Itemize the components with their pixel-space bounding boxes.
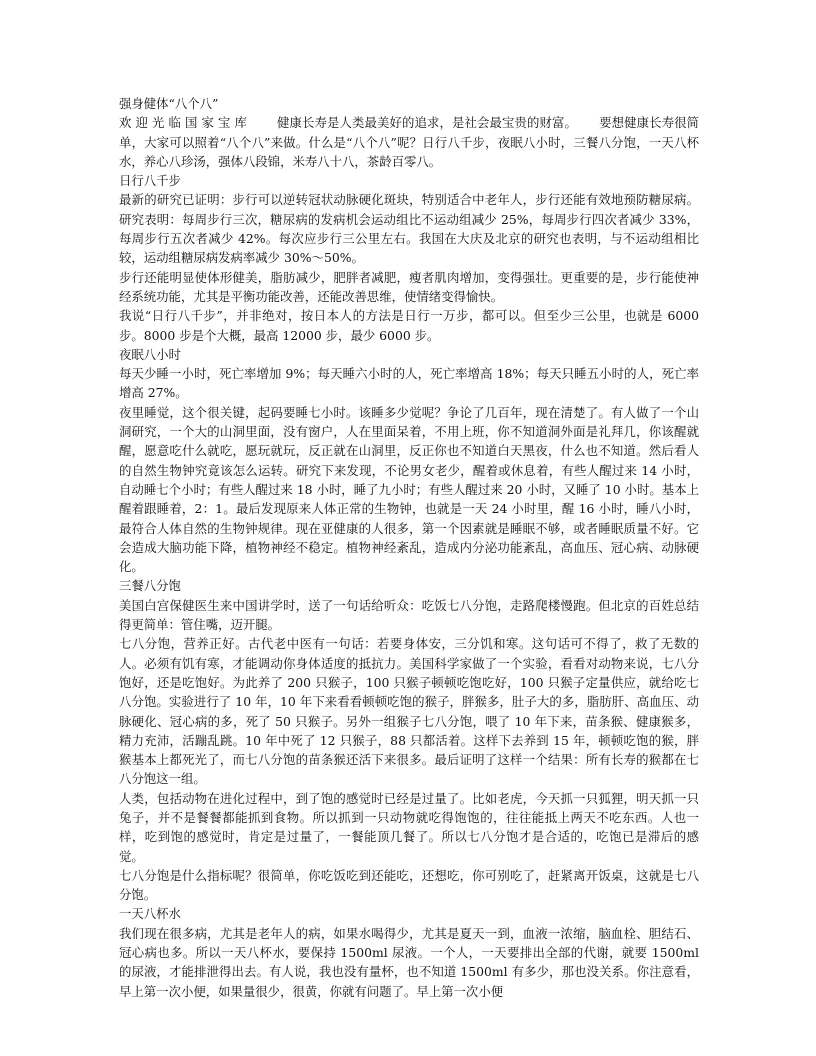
section-paragraph: 夜里睡觉，这个很关键，起码要睡七小时。该睡多少觉呢？争论了几百年，现在清楚了。有人做了一个山洞研究，一个大的山洞里面，没有窗户，人在里面呆着，不用上班，你不知道洞外面是礼拜几，你该醒就醒，愿意吃什么就吃，愿玩就玩，反正就在山洞里，反正你也不知道白天黑夜，什么也不知道。然后看人的自然生物钟究竟该怎么运转。研究下来发现，不论男女老少，醒着或休息着，有些人醒过来 14 小时，自动睡七个小时；有些人醒过来 18 小时，睡了九小时；有些人醒过来 20 小时，又睡了 10 小时。基本上醒着跟睡着，2：1。最后发现原来人体正常的生物钟，也就是一天 24 小时里，醒 16 小时，睡八小时，最符合人体自然的生物钟规律。现在亚健康的人很多，第一个因素就是睡眠不够，或者睡眠质量不好。它会造成大脑功能下降，植物神经不稳定。植物神经紊乱，造成内分泌功能紊乱，高血压、冠心病、动脉硬化。 bbox=[119, 404, 699, 575]
intro-body: 健康长寿是人类最美好的追求，是社会最宝贵的财富。 bbox=[277, 115, 577, 131]
section-paragraph: 最新的研究已证明：步行可以逆转冠状动脉硬化斑块，特别适合中老年人，步行还能有效地预防糖尿病。研究表明：每周步行三次，糖尿病的发病机会运动组比不运动组减少 25%，每周步行四次者减少 33%，每周步行五次者减少 42%。每次应步行三公里左右。我国在大庆及北京的研究也表明，与不运动组相比较，运动组糖尿病发病率减少 30%～50%。 bbox=[119, 192, 699, 266]
section-paragraph: 七八分饱是什么指标呢？很简单，你吃饭吃到还能吃，还想吃，你可别吃了，赶紧离开饭桌，这就是七八分饱。 bbox=[119, 867, 699, 903]
document-page bbox=[119, 94, 699, 1001]
section-heading: 一天八杯水 bbox=[119, 906, 181, 922]
section-heading: 日行八千步 bbox=[119, 173, 181, 189]
section-heading: 三餐八分饱 bbox=[119, 578, 181, 594]
section-paragraph: 七八分饱，营养正好。古代老中医有一句话：若要身体安，三分饥和寒。这句话可不得了，救了无数的人。必须有饥有寒，才能调动你身体适度的抵抗力。美国科学家做了一个实验，看看对动物来说，七八分饱好，还是吃饱好。为此养了 200 只猴子，100 只猴子顿顿吃饱吃好，100 只猴子定量供应，就给吃七八分饱。实验进行了 10 年，10 年下来看看顿顿吃饱的猴子，胖猴多，肚子大的多，脂肪肝、高血压、动脉硬化、冠心病的多，死了 50 只猴子。另外一组猴子七八分饱，喂了 10 年下来，苗条猴、健康猴多，精力充沛，活蹦乱跳。10 年中死了 12 只猴子，88 只都活着。这样下去养到 15 年，顿顿吃饱的猴，胖猴基本上都死光了，而七八分饱的苗条猴还活下来很多。最后证明了这样一个结果：所有长寿的猴都在七八分饱这一组。 bbox=[119, 636, 699, 787]
section-paragraph: 每天少睡一小时，死亡率增加 9%；每天睡六小时的人，死亡率增高 18%；每天只睡五小时的人，死亡率增高 27%。 bbox=[119, 366, 699, 401]
intro-body-2: 要想健康长寿很简单，大家可以照着“八个八”来做。什么是“八个八”呢？日行八千步，夜眠八小时，三餐八分饱，一天八杯水，养心八珍汤，强体八段锦，米寿八十八，茶龄百零八。 bbox=[119, 115, 699, 169]
section-heading: 夜眠八小时 bbox=[119, 346, 181, 362]
section-paragraph: 美国白宫保健医生来中国讲学时，送了一句话给听众：吃饭七八分饱，走路爬楼慢跑。但北京的百姓总结得更简单：管住嘴，迈开腿。 bbox=[119, 597, 699, 633]
section-paragraph: 我们现在很多病，尤其是老年人的病，如果水喝得少，尤其是夏天一到，血液一浓缩，脑血栓、胆结石、冠心病也多。所以一天八杯水，要保持 1500ml 尿液。一个人，一天要排出全部的代谢，就要 1500ml 的尿液，才能排泄得出去。有人说，我也没有量杯，也不知道 1500ml 有多少，那也没关系。你注意看，早上第一次小便，如果量很少，很黄，你就有问题了。早上第一次小便 bbox=[119, 925, 699, 999]
intro-lead: 欢迎光临国家宝库 bbox=[119, 115, 251, 131]
intro-paragraph bbox=[119, 113, 699, 171]
section-paragraph: 人类，包括动物在进化过程中，到了饱的感觉时已经是过量了。比如老虎，今天抓一只狐狸，明天抓一只兔子，并不是餐餐都能抓到食物。所以抓到一只动物就吃得饱饱的，往往能抵上两天不吃东西。人也一样，吃到饱的感觉时，肯定是过量了，一餐能顶几餐了。所以七八分饱才是合适的，吃饱已是滞后的感觉。 bbox=[119, 790, 699, 864]
document-title: 强身健体“八个八” bbox=[119, 96, 219, 111]
section-paragraph: 我说“日行八千步”，并非绝对，按日本人的方法是日行一万步，都可以。但至少三公里，也就是 6000 步。8000 步是个大概，最高 12000 步，最少 6000 步。 bbox=[119, 308, 699, 343]
section-paragraph: 步行还能明显使体形健美，脂肪减少，肥胖者减肥，瘦者肌肉增加，变得强壮。更重要的是，步行能使神经系统功能，尤其是平衡功能改善，还能改善思维，使情绪变得愉快。 bbox=[119, 269, 699, 304]
